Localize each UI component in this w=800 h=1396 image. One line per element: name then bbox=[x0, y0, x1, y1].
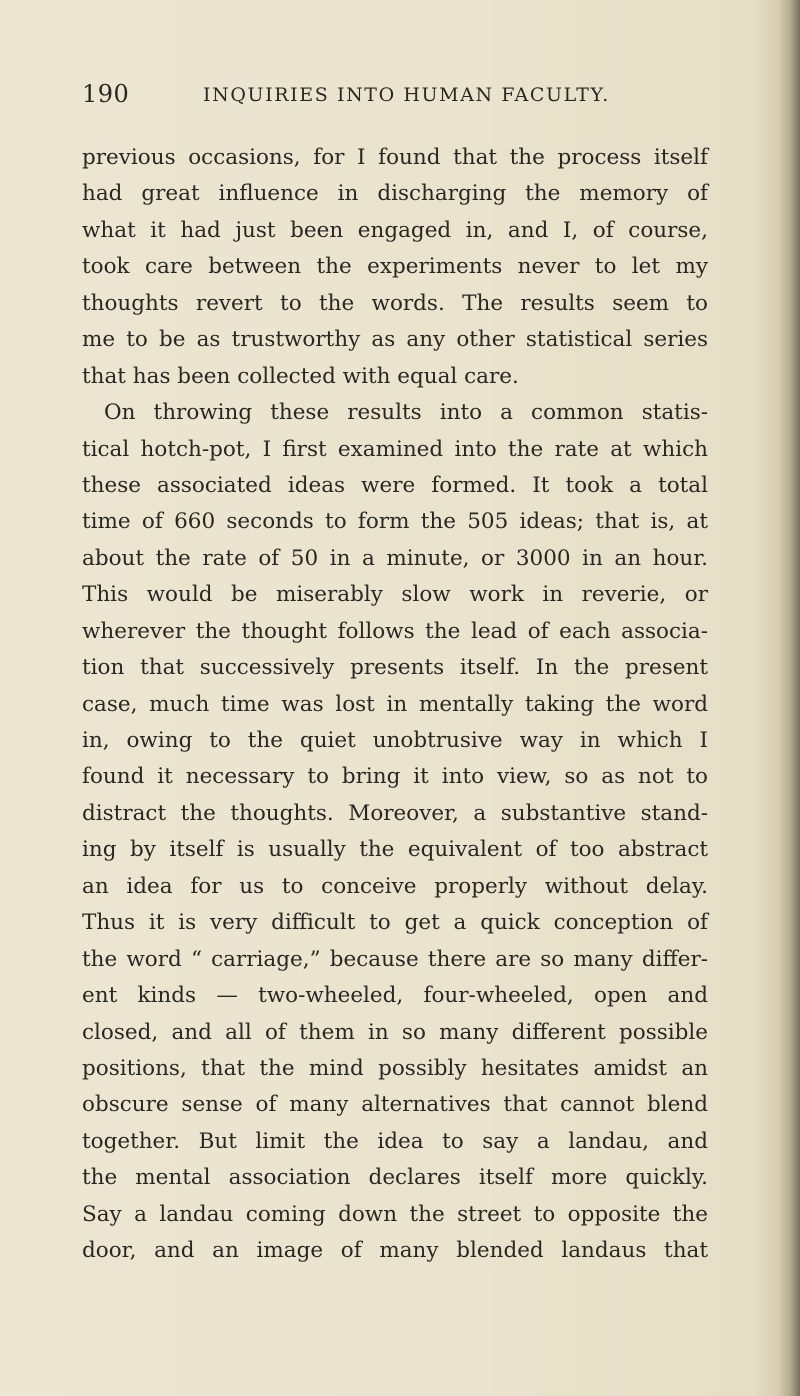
text-line: what it had just been engaged in, and I, of course, bbox=[82, 217, 708, 243]
text-line: thoughts revert to the words. The results seem to bbox=[82, 290, 708, 316]
text-line: about the rate of 50 in a minute, or 3000 in an hour. bbox=[82, 545, 708, 571]
text-line: distract the thoughts. Moreover, a substantive stand- bbox=[82, 800, 708, 826]
text-line: me to be as trustworthy as any other statistical series bbox=[82, 327, 708, 353]
text-line: case, much time was lost in mentally taking the word bbox=[82, 691, 708, 717]
page-edge-shadow bbox=[778, 0, 800, 1396]
text-line: an idea for us to conceive properly without delay. bbox=[82, 873, 708, 899]
text-line: that has been collected with equal care. bbox=[82, 363, 519, 389]
body-text bbox=[82, 140, 708, 1270]
text-line: ent kinds — two-wheeled, four-wheeled, open and bbox=[82, 983, 708, 1009]
text-line: Thus it is very difficult to get a quick conception of bbox=[82, 910, 708, 936]
text-line: closed, and all of them in so many different possible bbox=[82, 1019, 708, 1045]
text-line: had great influence in discharging the memory of bbox=[82, 181, 708, 207]
text-line: tical hotch-pot, I first examined into the rate at which bbox=[82, 436, 708, 462]
text-line: took care between the experiments never to let my bbox=[82, 254, 708, 280]
running-head: INQUIRIES INTO HUMAN FACULTY. bbox=[203, 84, 610, 106]
text-line: time of 660 seconds to form the 505 ideas; that is, at bbox=[82, 509, 708, 535]
text-line: in, owing to the quiet unobtrusive way in which I bbox=[82, 728, 708, 753]
text-line: On throwing these results into a common statis- bbox=[104, 400, 708, 426]
page-number: 190 bbox=[82, 80, 130, 108]
text-line: wherever the thought follows the lead of each associa- bbox=[82, 618, 708, 644]
text-line: positions, that the mind possibly hesitates amidst an bbox=[82, 1055, 708, 1081]
text-line: obscure sense of many alternatives that cannot blend bbox=[82, 1092, 708, 1118]
text-line: Say a landau coming down the street to opposite the bbox=[82, 1201, 708, 1227]
text-line: the mental association declares itself more quickly. bbox=[82, 1165, 708, 1191]
text-line: door, and an image of many blended landaus that bbox=[82, 1238, 708, 1264]
text-line: previous occasions, for I found that the process itself bbox=[82, 145, 708, 170]
text-line: This would be miserably slow work in reverie, or bbox=[82, 582, 708, 608]
text-line: ing by itself is usually the equivalent of too abstract bbox=[82, 837, 708, 863]
text-line: the word “ carriage,” because there are so many differ- bbox=[82, 946, 708, 972]
page-header bbox=[82, 80, 722, 120]
text-line: these associated ideas were formed. It took a total bbox=[82, 472, 708, 498]
text-line: tion that successively presents itself. In the present bbox=[82, 655, 708, 681]
text-line: together. But limit the idea to say a landau, and bbox=[82, 1128, 708, 1154]
text-line: found it necessary to bring it into view, so as not to bbox=[82, 764, 708, 790]
